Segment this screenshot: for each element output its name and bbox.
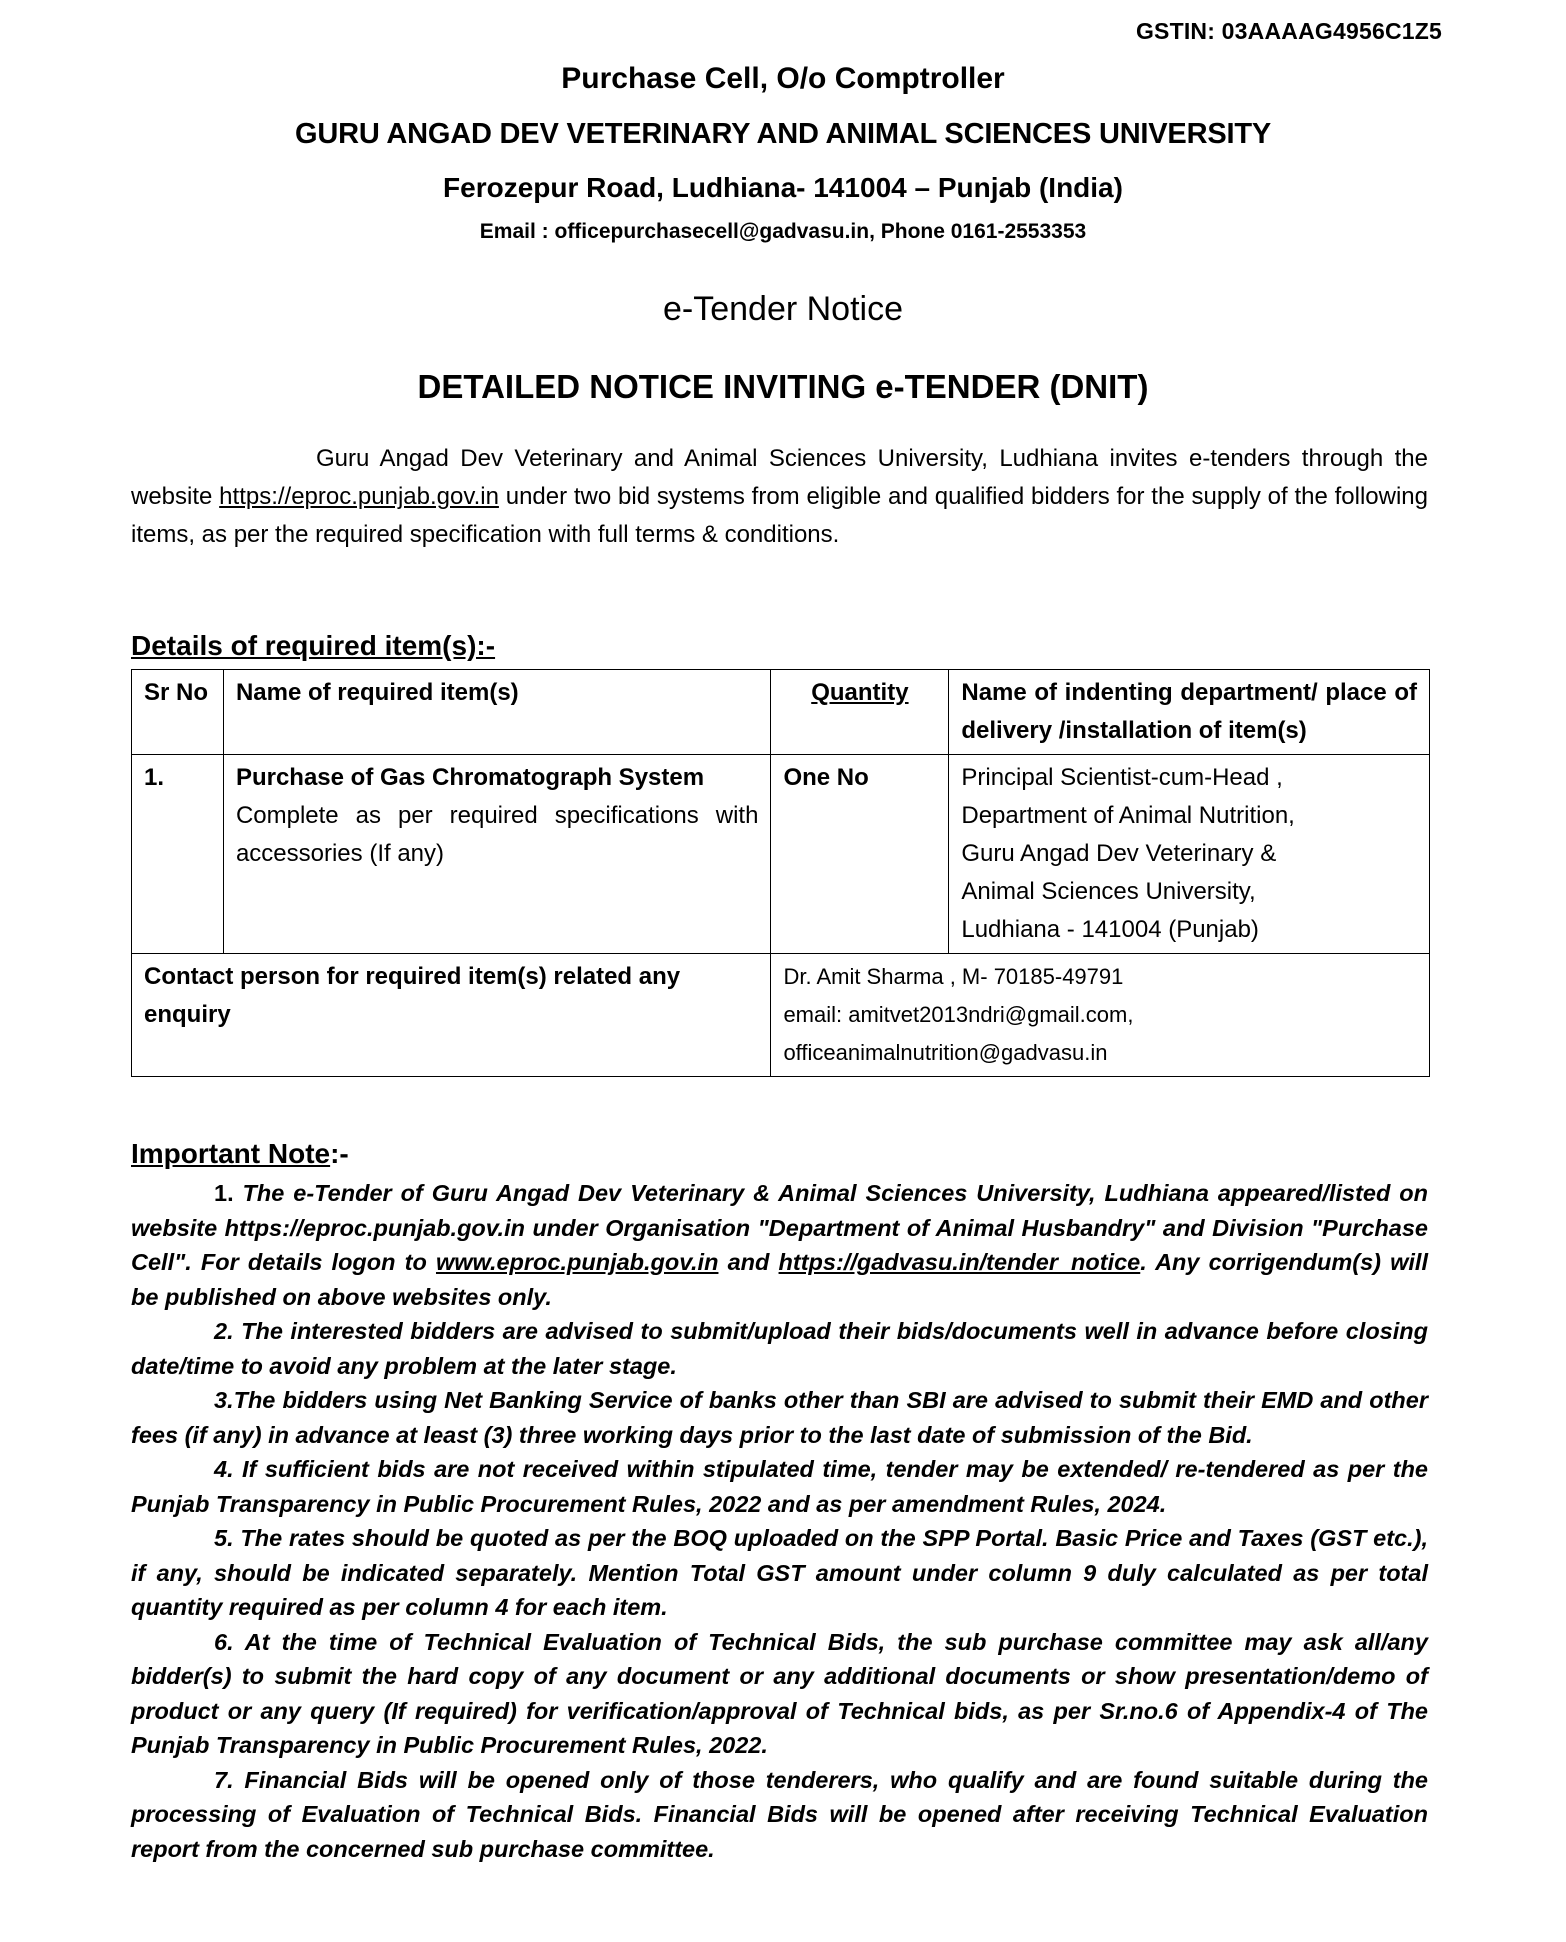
note-item: 7. Financial Bids will be opened only of those tenderers, who qualify and are found suitable during the processing of Evaluation of Technical Bids. Financial Bids will be opened after receiving Technical Evaluation report from the concerned sub purchase committee. [131,1766,1428,1862]
items-table [131,669,1430,1077]
note-text: The e-Tender of Guru Angad Dev Veterinary & Animal Sciences University, Ludhiana appeared/listed on website https://eproc.punjab.gov.in under Organisation "Department of Animal Husbandry" and Division "Purchase Cell". For details logon to [131,1180,1428,1275]
university-heading: GURU ANGAD DEV VETERINARY AND ANIMAL SCIENCES UNIVERSITY [295,118,1271,150]
cell-sr-no: 1. [132,755,224,954]
contact-email-2: officeanimalnutrition@gadvasu.in [783,1040,1108,1065]
important-notes-list [131,1176,1428,1866]
eproc-website-link[interactable]: www.eproc.punjab.gov.in [435,1249,719,1275]
item-description: Complete as per required specifications with accessories (If any) [235,802,759,867]
header-sr-no: Sr No [132,670,224,755]
gstin-label: GSTIN: 03AAAAG4956C1Z5 [1135,18,1442,44]
note-item: 5. The rates should be quoted as per the BOQ uploaded on the SPP Portal. Basic Price and Taxes (GST etc.), if any, should be indicated separately. Mention Total GST amount under column 9 duly calculated as per total quantity required as per column 4 for each item. [131,1525,1428,1620]
note-item: 2. The interested bidders are advised to submit/upload their bids/documents well in advance before closing date/time to avoid any problem at the later stage. [131,1318,1428,1379]
details-section-title: Details of required item(s):- [131,630,496,661]
note-item: 6. At the time of Technical Evaluation of Technical Bids, the sub purchase committee may ask all/any bidder(s) to submit the hard copy of any document or any additional documents or show presentation/demo of product or any query (If required) for verification/approval of Technical bids, as per Sr.no.6 of Appendix-4 of The Punjab Transparency in Public Procurement Rules, 2022. [131,1628,1428,1758]
address-heading: Ferozepur Road, Ludhiana- 141004 – Punjab (India) [443,172,1123,203]
gadvasu-tender-link[interactable]: https://gadvasu.in/tender_notice [778,1249,1141,1275]
contact-heading: Email : officepurchasecell@gadvasu.in, Phone 0161-2553353 [479,220,1087,243]
department-line: Guru Angad Dev Veterinary & [961,840,1277,867]
contact-email-1: email: amitvet2013ndri@gmail.com, [783,1002,1134,1027]
important-note-title-text: Important Note [131,1138,331,1169]
department-line: Principal Scientist-cum-Head , [961,764,1283,791]
note-number: 1. [214,1180,234,1206]
header-department: Name of indenting department/ place of delivery /installation of item(s) [949,670,1430,755]
contact-person: Dr. Amit Sharma , M- 70185-49791 [783,964,1124,989]
department-line: Department of Animal Nutrition, [961,802,1295,829]
note-text: . Any corrigendum(s) will be published on above websites only. [131,1249,1428,1310]
important-note-title [131,1138,349,1170]
important-note-title-suffix: :- [330,1138,349,1169]
intro-text-2: under two bid systems from eligible and qualified bidders for the supply of the following items, as per the required specification with full terms & conditions. [131,483,1428,548]
header-item-name: Name of required item(s) [223,670,771,755]
cell-department [949,755,1430,954]
notice-subtitle: DETAILED NOTICE INVITING e-TENDER (DNIT) [417,368,1149,405]
intro-paragraph [131,440,1428,554]
header-quantity: Quantity [771,670,949,755]
contact-details [771,954,1430,1077]
table-header-row [132,670,1430,755]
note-text: and [718,1249,779,1275]
contact-label: Contact person for required item(s) related any enquiry [132,954,771,1077]
table-row [132,755,1430,954]
department-line: Ludhiana - 141004 (Punjab) [961,916,1259,943]
contact-row [132,954,1430,1077]
note-item: 3.The bidders using Net Banking Service of banks other than SBI are advised to submit their EMD and other fees (if any) in advance at least (3) three working days prior to the last date of submission of the Bid. [131,1387,1428,1448]
intro-text-1: Guru Angad Dev Veterinary and Animal Sciences University, Ludhiana invites e-tenders through the website [131,445,1428,510]
cell-item-name [223,755,771,954]
note-item [131,1176,1428,1314]
note-item: 4. If sufficient bids are not received within stipulated time, tender may be extended/ re-tendered as per the Punjab Transparency in Public Procurement Rules, 2022 and as per amendment Rules, 2024. [131,1456,1428,1517]
item-title: Purchase of Gas Chromatograph System [235,764,705,791]
eproc-link[interactable]: https://eproc.punjab.gov.in [219,483,499,510]
department-line: Animal Sciences University, [961,878,1256,905]
notice-title: e-Tender Notice [662,290,903,328]
office-heading: Purchase Cell, O/o Comptroller [561,62,1005,95]
cell-quantity: One No [771,755,949,954]
